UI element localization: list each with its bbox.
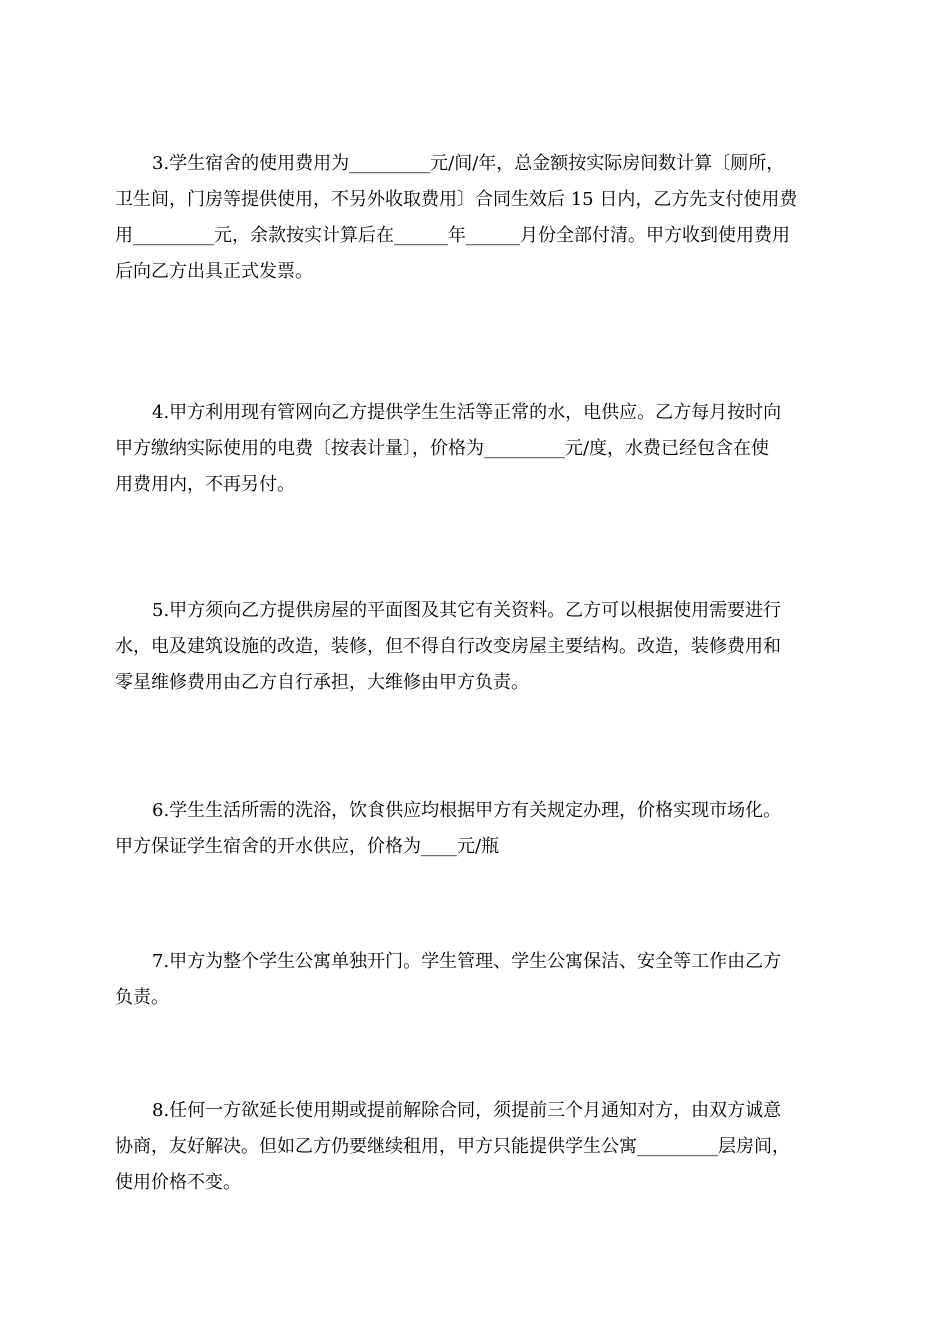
paragraph-line: 4.甲方利用现有管网向乙方提供学生生活等正常的水，电供应。乙方每月按时向 [152, 402, 782, 423]
paragraph-5 [115, 593, 845, 701]
paragraph-line: 用_________元，余款按实计算后在______年______月份全部付清。甲方收到使用费用 [115, 225, 790, 246]
paragraph-line: 后向乙方出具正式发票。 [115, 261, 313, 282]
paragraph-line: 零星维修费用由乙方自行承担，大维修由甲方负责。 [115, 672, 529, 693]
paragraph-line: 水，电及建筑设施的改造，装修，但不得自行改变房屋主要结构。改造，装修费用和 [115, 636, 781, 657]
paragraph-line: 6.学生生活所需的洗浴，饮食供应均根据甲方有关规定办理，价格实现市场化。 [152, 800, 782, 821]
paragraph-line: 甲方保证学生宿舍的开水供应，价格为____元/瓶 [115, 836, 500, 857]
paragraph-line: 5.甲方须向乙方提供房屋的平面图及其它有关资料。乙方可以根据使用需要进行 [152, 600, 782, 621]
paragraph-line: 用费用内，不再另付。 [115, 474, 295, 495]
paragraph-line: 卫生间，门房等提供使用，不另外收取费用〕合同生效后 15 日内，乙方先支付使用费 [115, 189, 798, 210]
paragraph-line: 甲方缴纳实际使用的电费〔按表计量〕，价格为_________元/度，水费已经包含在使 [115, 438, 770, 459]
paragraph-line: 使用价格不变。 [115, 1172, 241, 1193]
paragraph-3 [115, 146, 845, 290]
paragraph-line: 负责。 [115, 987, 169, 1008]
paragraph-line: 协商，友好解决。但如乙方仍要继续租用，甲方只能提供学生公寓_________层房间， [115, 1136, 790, 1157]
paragraph-7 [115, 944, 845, 1016]
paragraph-6 [115, 793, 845, 865]
paragraph-line: 7.甲方为整个学生公寓单独开门。学生管理、学生公寓保洁、安全等工作由乙方 [152, 951, 782, 972]
paragraph-line: 3.学生宿舍的使用费用为_________元/间/年，总金额按实际房间数计算〔厕所， [152, 153, 785, 174]
paragraph-line: 8.任何一方欲延长使用期或提前解除合同，须提前三个月通知对方，由双方诚意 [152, 1100, 782, 1121]
paragraph-8 [115, 1093, 845, 1201]
paragraph-4 [115, 395, 845, 503]
